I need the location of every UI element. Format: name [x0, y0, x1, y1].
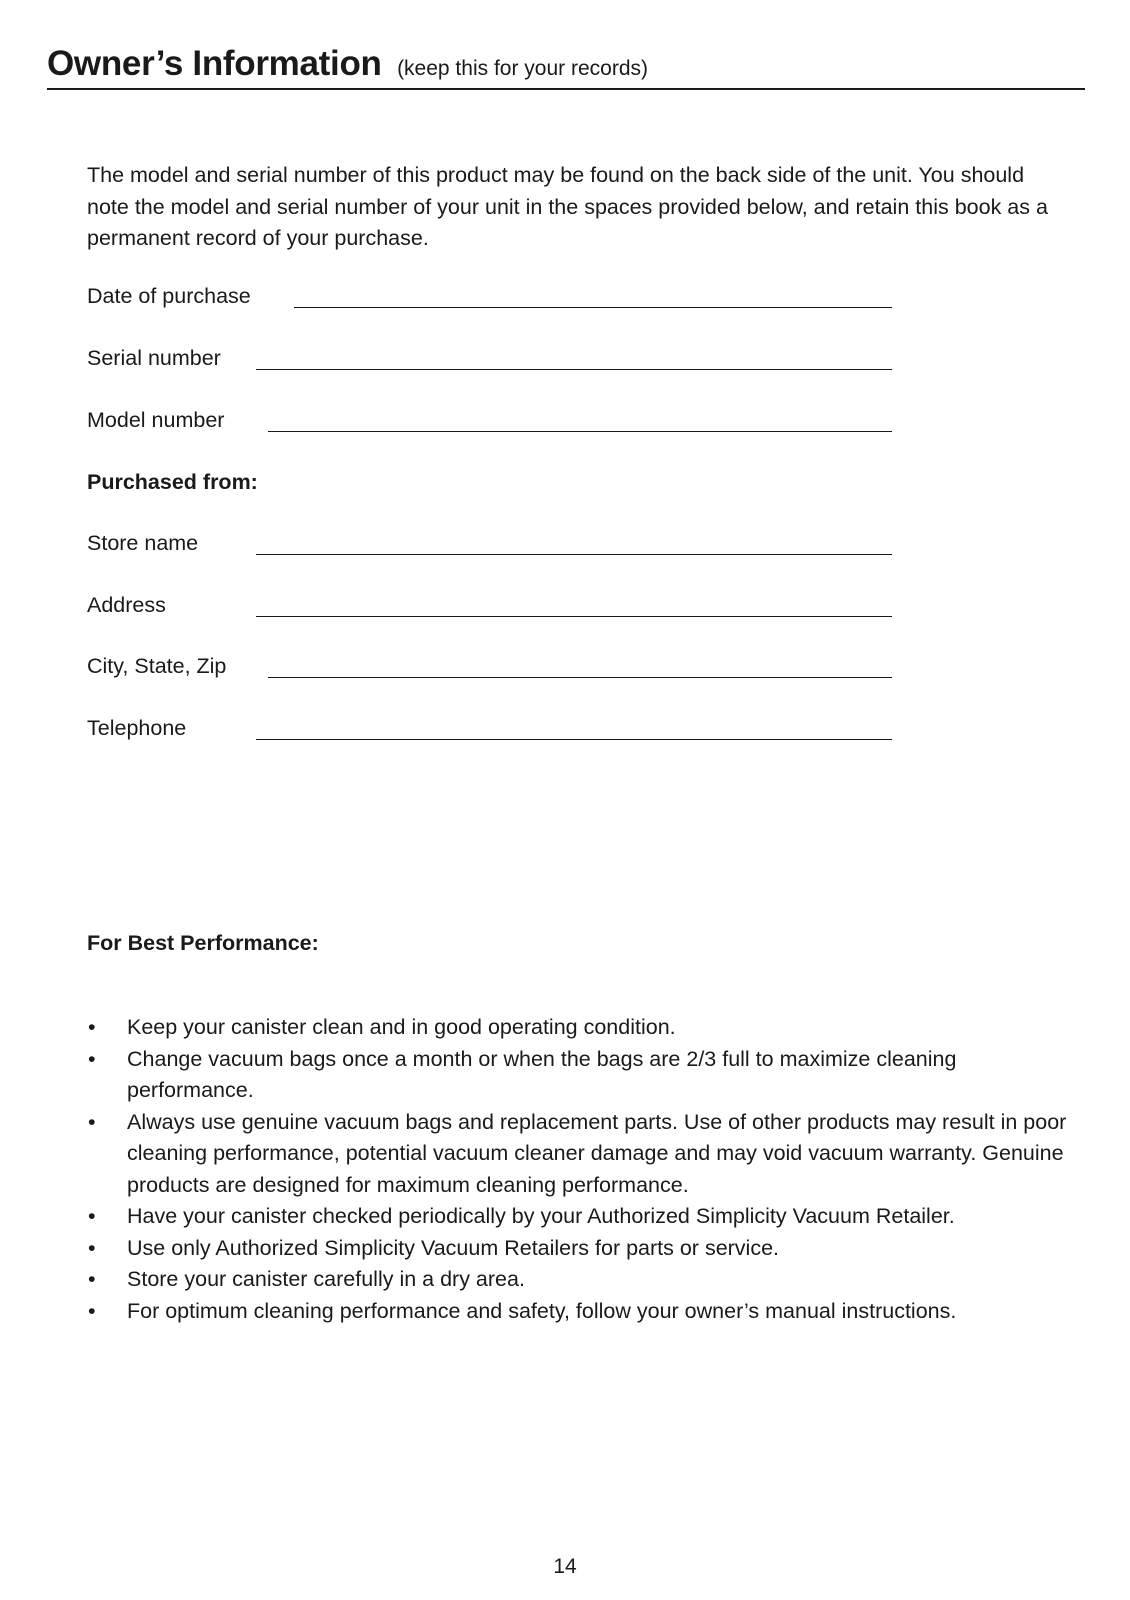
- date-of-purchase-label: Date of purchase: [87, 284, 251, 308]
- list-item: [87, 1044, 1087, 1107]
- bullet-icon: •: [88, 1109, 96, 1134]
- list-item-text: Use only Authorized Simplicity Vacuum Retailers for parts or service.: [127, 1235, 780, 1260]
- telephone-line[interactable]: [256, 716, 892, 740]
- store-name-label: Store name: [87, 531, 199, 555]
- store-name-line[interactable]: [256, 531, 892, 555]
- model-number-field: [87, 404, 892, 436]
- date-of-purchase-line[interactable]: [294, 284, 892, 308]
- bullet-icon: •: [88, 1298, 96, 1323]
- list-item: [87, 1233, 1087, 1265]
- serial-number-line[interactable]: [256, 346, 892, 370]
- address-field: [87, 589, 892, 621]
- model-number-line[interactable]: [268, 408, 892, 432]
- best-performance-list: [87, 1012, 1087, 1327]
- address-line[interactable]: [256, 593, 892, 617]
- page-title: Owner’s Information: [47, 44, 382, 83]
- model-number-label: Model number: [87, 408, 225, 432]
- list-item: [87, 1107, 1087, 1202]
- purchased-from-heading: Purchased from:: [87, 470, 258, 494]
- serial-number-field: [87, 342, 892, 374]
- bullet-icon: •: [88, 1204, 96, 1228]
- list-item-text: For optimum cleaning performance and safety, follow your owner’s manual instructions.: [127, 1298, 957, 1323]
- list-item-text: Always use genuine vacuum bags and replacement parts. Use of other products may result in poor cleaning performance, potential vacuum cleaner damage and may void vacuum warranty. Genuine products are designed for maximum cleaning performance.: [127, 1109, 1067, 1197]
- list-item: [87, 1012, 1087, 1044]
- city-state-zip-line[interactable]: [268, 654, 892, 678]
- list-item: [87, 1201, 1087, 1233]
- list-item: [87, 1264, 1087, 1296]
- city-state-zip-label: City, State, Zip: [87, 654, 227, 678]
- bullet-icon: •: [88, 1046, 96, 1071]
- list-item-text: Store your canister carefully in a dry area.: [127, 1267, 525, 1291]
- page-subtitle: (keep this for your records): [397, 57, 648, 80]
- list-item: [87, 1296, 1087, 1328]
- list-item-text: Change vacuum bags once a month or when the bags are 2/3 full to maximize cleaning performance.: [127, 1046, 957, 1102]
- bullet-icon: •: [88, 1235, 96, 1260]
- date-of-purchase-field: [87, 280, 892, 312]
- bullet-icon: •: [88, 1267, 96, 1291]
- page-title-block: [47, 44, 648, 84]
- address-label: Address: [87, 593, 166, 617]
- store-name-field: [87, 527, 892, 559]
- list-item-text: Have your canister checked periodically by your Authorized Simplicity Vacuum Retailer.: [127, 1204, 955, 1228]
- best-performance-heading: For Best Performance:: [87, 931, 319, 955]
- list-item-text: Keep your canister clean and in good operating condition.: [127, 1015, 676, 1039]
- city-state-zip-field: [87, 650, 892, 682]
- telephone-label: Telephone: [87, 716, 187, 740]
- intro-paragraph: The model and serial number of this product may be found on the back side of the unit. You should note the model and serial number of your unit in the spaces provided below, and retain this book as a permanent record of your purchase.: [87, 163, 1048, 250]
- page-header: [47, 40, 1085, 90]
- bullet-icon: •: [88, 1015, 96, 1039]
- page-number: 14: [553, 1555, 577, 1578]
- serial-number-label: Serial number: [87, 346, 221, 370]
- telephone-field: [87, 712, 892, 744]
